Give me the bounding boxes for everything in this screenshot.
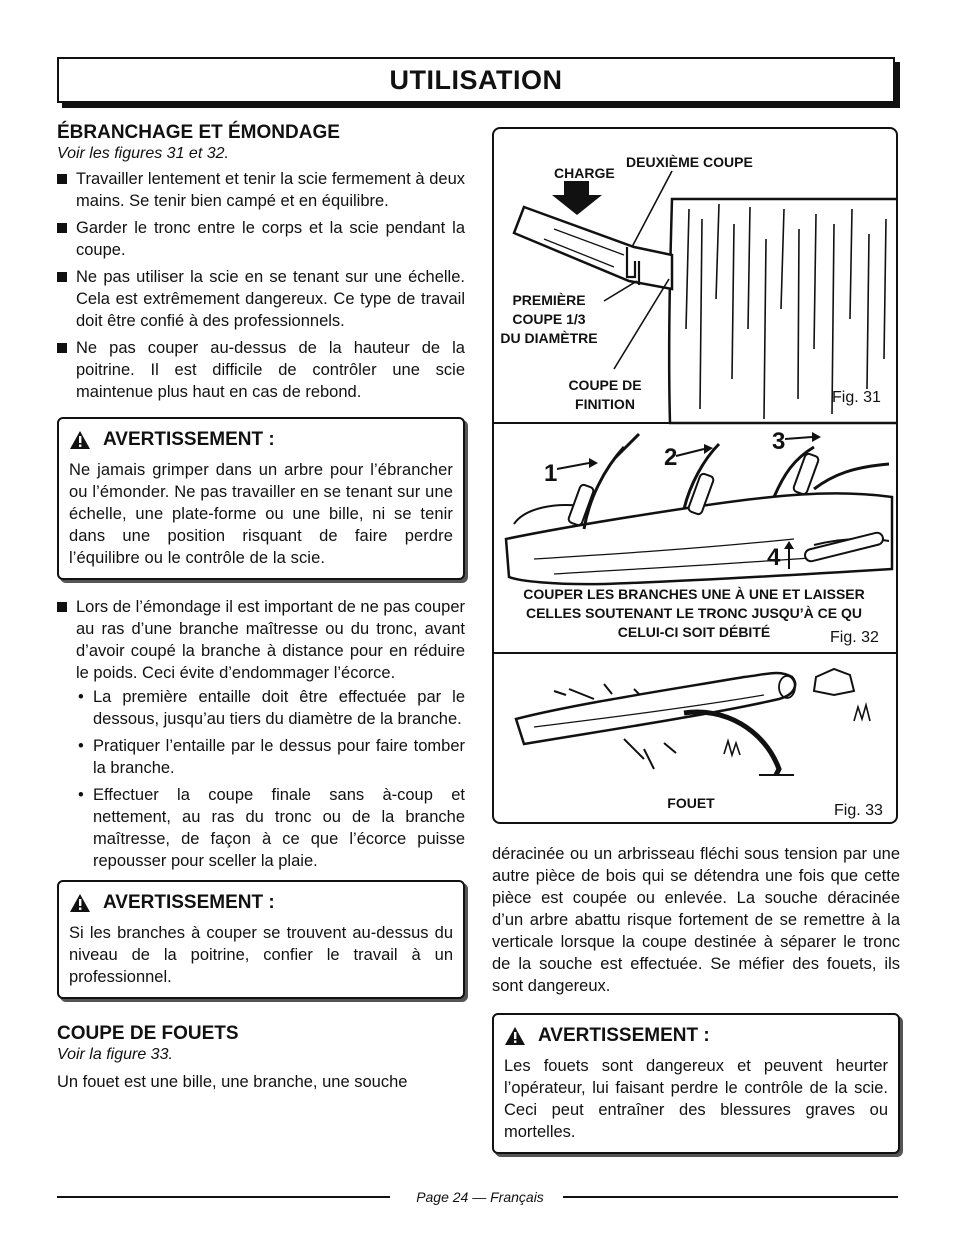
fig32-step-1: 1 xyxy=(544,460,558,487)
fig32-step-2: 2 xyxy=(664,444,678,471)
sub-list-item: • La première entaille doit être effectuée par le dessous, jusqu’au tiers du diamètre de la branche. xyxy=(76,686,465,730)
warning-box-spring-poles xyxy=(492,1013,900,1154)
figure-reference: Voir la figure 33. xyxy=(57,1046,173,1063)
list-item: Ne pas couper au-dessus de la hauteur de la poitrine. Il est difficile de contrôler une scie maintenue plus haut en cas de rebond. xyxy=(57,337,465,403)
page-footer: Page 24 — Français xyxy=(416,1189,544,1205)
fig31-label-finish-cut-1: COUPE DE xyxy=(568,377,642,393)
warning-box-climbing xyxy=(57,417,465,580)
figure-panel xyxy=(492,127,898,824)
fig32-log-illustration xyxy=(506,432,892,584)
paragraph: Un fouet est une bille, une branche, une souche xyxy=(57,1073,408,1091)
warning-triangle-icon xyxy=(69,893,91,913)
fig32-step-3: 3 xyxy=(772,428,786,455)
pruning-bullets xyxy=(57,596,465,872)
footer-rule-left xyxy=(57,1196,390,1198)
list-item: Garder le tronc entre le corps et la scie pendant la coupe. xyxy=(57,217,465,261)
warning-triangle-icon xyxy=(69,430,91,450)
fig31-label-charge: CHARGE xyxy=(554,165,615,181)
paragraph: déracinée ou un arbrisseau fléchi sous tension par une autre pièce de bois qui se détendra une fois que cette pièce est coupée ou enlevée. La souche déracinée d’un arbre abattu risque fortement de se remettre à la verticale lorsque la coupe destinée à séparer le tronc de la souche est effectuée. Se méfier des fouets, ils sont dangereux. xyxy=(492,845,900,995)
list-item-text: Lors de l’émondage il est important de ne pas couper au ras d’une branche maîtresse ou du tronc, avant d’avoir coupé la branche à distance pour en réduire le poids. Ceci évite d’endommager l’écorce. xyxy=(76,598,465,682)
warning-triangle-icon xyxy=(504,1026,526,1046)
warning-title: AVERTISSEMENT : xyxy=(103,429,275,450)
warning-text: Si les branches à couper se trouvent au-dessus du niveau de la poitrine, confier le travail à un professionnel. xyxy=(69,924,453,986)
warning-title: AVERTISSEMENT : xyxy=(538,1025,710,1046)
sub-list-item: • Effectuer la coupe finale sans à-coup et nettement, au ras du tronc ou de la branche maîtresse, de façon à ce que l’écorce puisse repousser pour sceller la plaie. xyxy=(76,784,465,872)
fig31-label-first-cut-2: COUPE 1/3 xyxy=(512,311,586,327)
warning-text: Ne jamais grimper dans un arbre pour l’ébrancher ou l’émonder. Ne pas travailler en se tenant sur une échelle, une plate-forme ou une bille, ni se tenir dans une position risquant de faire perdre l’équilibre ou le contrôle de la scie. xyxy=(69,461,453,567)
fig33-label-spring-pole: FOUET xyxy=(667,795,715,811)
fig32-caption-line-2: CELLES SOUTENANT LE TRONC JUSQU’À CE QU xyxy=(525,605,863,621)
footer-rule-right xyxy=(563,1196,898,1198)
left-column xyxy=(57,122,465,1093)
page-title: UTILISATION xyxy=(389,65,563,95)
fig31-number: Fig. 31 xyxy=(832,389,881,406)
fig31-label-second-cut: DEUXIÈME COUPE xyxy=(626,154,753,170)
fig31-label-first-cut-3: DU DIAMÈTRE xyxy=(500,330,598,346)
fig32-caption-line-1: COUPER LES BRANCHES UNE À UNE ET LAISSER xyxy=(523,586,865,602)
fig33-spring-pole-illustration xyxy=(516,669,870,775)
right-column xyxy=(492,843,900,1154)
fig32-step-4: 4 xyxy=(767,544,781,571)
fig31-label-first-cut-1: PREMIÈRE xyxy=(512,292,586,308)
warning-title: AVERTISSEMENT : xyxy=(103,892,275,913)
fig31-label-finish-cut-2: FINITION xyxy=(575,396,635,412)
page-title-box xyxy=(57,57,895,103)
fig33-number: Fig. 33 xyxy=(834,802,883,819)
sub-list-item: • Pratiquer l’entaille par le dessus pour faire tomber la branche. xyxy=(76,735,465,779)
list-item xyxy=(57,596,465,872)
section-heading-spring-poles: COUPE DE FOUETS xyxy=(57,1023,239,1044)
limbing-bullets xyxy=(57,168,465,403)
list-item: Travailler lentement et tenir la scie fermement à deux mains. Se tenir bien campé et en équilibre. xyxy=(57,168,465,212)
list-item: Ne pas utiliser la scie en se tenant sur une échelle. Cela est extrêmement dangereux. Ce type de travail doit être confié à des professionnels. xyxy=(57,266,465,332)
warning-box-chest-height xyxy=(57,880,465,999)
figure-reference: Voir les figures 31 et 32. xyxy=(57,145,229,162)
fig32-caption-line-3: CELUI-CI SOIT DÉBITÉ xyxy=(617,624,771,640)
section-heading-limbing: ÉBRANCHAGE ET ÉMONDAGE xyxy=(57,122,340,143)
figure-illustrations xyxy=(494,129,898,824)
warning-text: Les fouets sont dangereux et peuvent heurter l’opérateur, lui faisant perdre le contrôle de la scie. Ceci peut entraîner des blessures graves ou mortelles. xyxy=(504,1057,888,1141)
sub-bullets xyxy=(76,686,465,872)
fig32-number: Fig. 32 xyxy=(830,629,879,646)
